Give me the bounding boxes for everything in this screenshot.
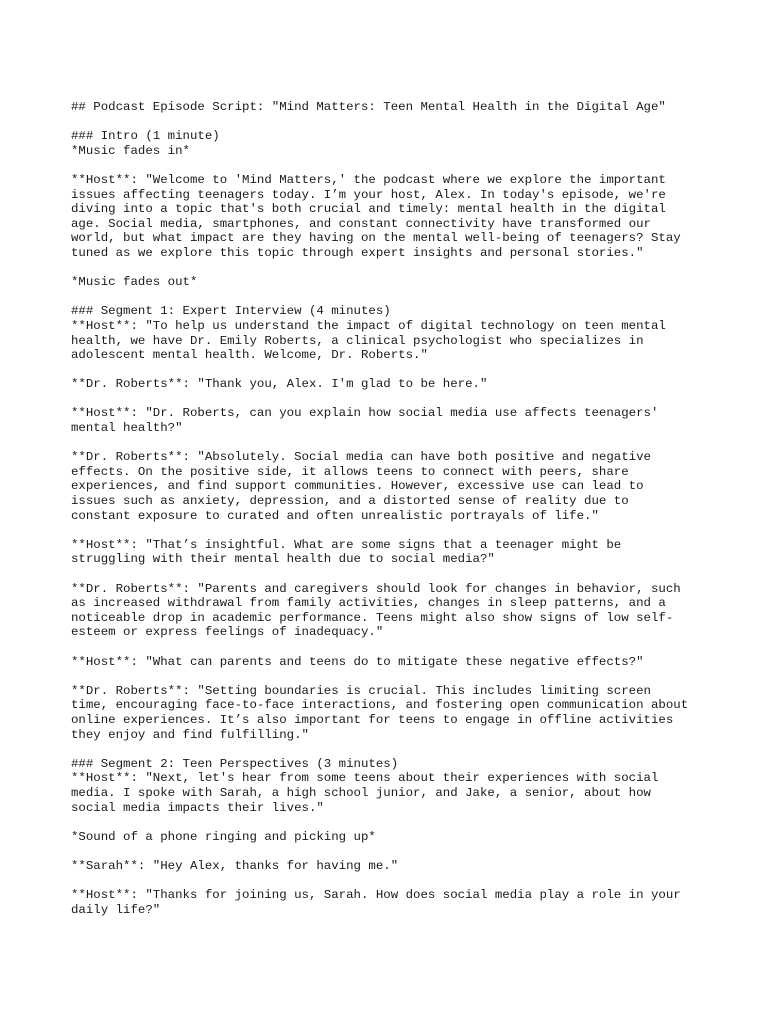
- text-line: constant exposure to curated and often unrealistic portrayals of life.": [71, 508, 599, 523]
- text-line: **Host**: "What can parents and teens do to mitigate these negative effects?": [71, 654, 644, 669]
- stage-direction-block: [71, 830, 711, 845]
- text-line: mental health?": [71, 421, 183, 436]
- segment-2-section: [71, 757, 711, 815]
- text-line: **Host**: "Dr. Roberts, can you explain how social media use affects teenagers': [71, 406, 659, 421]
- text-line: esteem or express feelings of inadequacy.": [71, 625, 384, 640]
- text-line: age. Social media, smartphones, and constant connectivity have transformed our: [71, 216, 651, 231]
- text-line: online experiences. It’s also important for teens to engage in offline activities: [71, 712, 674, 727]
- text-line: adolescent mental health. Welcome, Dr. Roberts.": [71, 348, 428, 363]
- text-line: **Host**: "Thanks for joining us, Sarah. How does social media play a role in your: [71, 888, 681, 903]
- text-line: **Host**: "Welcome to 'Mind Matters,' the podcast where we explore the important: [71, 172, 666, 187]
- text-line: **Dr. Roberts**: "Absolutely. Social media can have both positive and negative: [71, 450, 651, 465]
- text-line: struggling with their mental health due to social media?": [71, 552, 495, 567]
- stage-direction: *Music fades out*: [71, 275, 198, 290]
- stage-direction: *Sound of a phone ringing and picking up*: [71, 829, 376, 844]
- text-line: **Host**: "To help us understand the impact of digital technology on teen mental: [71, 318, 666, 333]
- text-line: daily life?": [71, 902, 161, 917]
- text-line: social media impacts their lives.": [71, 800, 324, 815]
- segment-1-section: [71, 304, 711, 362]
- text-line: experiences, and find support communities. However, excessive use can lead to: [71, 479, 644, 494]
- text-line: **Dr. Roberts**: "Parents and caregivers should look for changes in behavior, such: [71, 581, 681, 596]
- text-line: ## Podcast Episode Script: "Mind Matters: Teen Mental Health in the Digital Age": [71, 100, 666, 114]
- script-title: [71, 100, 711, 115]
- text-line: media. I spoke with Sarah, a high school junior, and Jake, a senior, about how: [71, 785, 651, 800]
- text-line: **Dr. Roberts**: "Thank you, Alex. I'm glad to be here.": [71, 377, 488, 392]
- dialogue-paragraph: [71, 888, 711, 917]
- text-line: **Dr. Roberts**: "Setting boundaries is crucial. This includes limiting screen: [71, 683, 651, 698]
- dialogue-paragraph: [71, 582, 711, 640]
- dialogue-paragraph: [71, 859, 711, 874]
- section-heading: ### Segment 2: Teen Perspectives (3 minutes): [71, 756, 399, 771]
- text-line: world, but what impact are they having on the mental well-being of teenagers? Stay: [71, 231, 681, 246]
- text-line: issues such as anxiety, depression, and a distorted sense of reality due to: [71, 494, 629, 509]
- document-page: [71, 100, 711, 932]
- dialogue-paragraph: [71, 538, 711, 567]
- text-line: **Sarah**: "Hey Alex, thanks for having me.": [71, 858, 399, 873]
- host-intro-paragraph: [71, 173, 711, 261]
- text-line: as increased withdrawal from family activities, changes in sleep patterns, and a: [71, 596, 666, 611]
- dialogue-paragraph: [71, 450, 711, 523]
- text-line: they enjoy and find fulfilling.": [71, 727, 309, 742]
- text-line: diving into a topic that's both crucial and timely: mental health in the digital: [71, 202, 666, 217]
- text-line: **Host**: "Next, let's hear from some teens about their experiences with social: [71, 771, 659, 786]
- text-line: effects. On the positive side, it allows teens to connect with peers, share: [71, 464, 629, 479]
- text-line: tuned as we explore this topic through expert insights and personal stories.": [71, 245, 644, 260]
- text-line: **Host**: "That’s insightful. What are some signs that a teenager might be: [71, 537, 622, 552]
- dialogue-paragraph: [71, 406, 711, 435]
- text-line: noticeable drop in academic performance. Teens might also show signs of low self-: [71, 610, 674, 625]
- dialogue-paragraph: [71, 684, 711, 742]
- intro-section: [71, 129, 711, 158]
- text-line: issues affecting teenagers today. I’m your host, Alex. In today's episode, we're: [71, 187, 666, 202]
- section-heading: ### Intro (1 minute): [71, 129, 220, 144]
- dialogue-paragraph: [71, 377, 711, 392]
- stage-direction: *Music fades in*: [71, 143, 190, 158]
- text-line: health, we have Dr. Emily Roberts, a clinical psychologist who specializes in: [71, 333, 644, 348]
- dialogue-paragraph: [71, 655, 711, 670]
- text-line: time, encouraging face-to-face interactions, and fostering open communication about: [71, 698, 689, 713]
- stage-direction-block: [71, 275, 711, 290]
- section-heading: ### Segment 1: Expert Interview (4 minutes): [71, 304, 391, 319]
